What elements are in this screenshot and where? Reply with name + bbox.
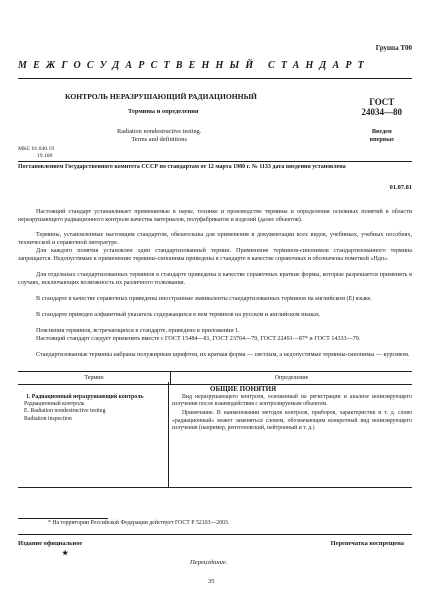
english-title-line-2: Terms and definitions: [131, 136, 187, 143]
table-bottom-rule: [18, 487, 412, 488]
document-subtitle: Термины и определения: [128, 108, 199, 115]
table-column-divider: [168, 382, 169, 487]
reissue-note: Переиздание.: [190, 559, 228, 566]
paragraph-synonyms: Для каждого понятия установлен один стандартизованный термин. Применение терминов-синонимов стандартизованного термина запрещается. Недопустимые к применению термины-синонимы приведены в стандарте в качестве справочных и обозначены пометкой «Ндп».: [18, 248, 412, 262]
classification-codes: [18, 146, 54, 160]
section-heading: ОБЩИЕ ПОНЯТИЯ: [210, 385, 277, 393]
group-code: Группа Т00: [375, 44, 412, 52]
gost-number: [362, 97, 403, 117]
introduced-line-2: впервые: [369, 136, 394, 143]
paragraph-mandatory: Термины, установленные настоящим стандартом, обязательны для применения в документации всех видов, учебниках, учебных пособиях, технической и справочной литературе.: [18, 232, 412, 246]
table-header-row: [18, 372, 412, 385]
introduced-line-1: Введен: [371, 128, 392, 135]
decree-rule: [18, 161, 412, 162]
banner-rule: [18, 78, 412, 79]
decree-text: Постановлением Государственного комитета СССР по стандартам от 12 марта 1980 г. № 1133 дата введения установлена: [18, 164, 346, 170]
paragraph-explanations: Пояснения терминов, встречающихся в стандарте, приведено в приложении 1.: [36, 328, 240, 334]
star-mark: ★: [62, 549, 69, 557]
paragraph-scope: Настоящий стандарт устанавливает применяемые в науке, технике и производстве термины и определения основных понятий в области неразрушающего радиационного контроля качества материалов, полуфабрикатов и изделий (далее объектов).: [18, 209, 412, 223]
gost-label: ГОСТ: [369, 97, 395, 107]
definition-text: Вид неразрушающего контроля, основанный на регистрации и анализе ионизирующего излучения после взаимодействия с контролируемым объектом.: [172, 394, 412, 408]
reprint-prohibited: Перепечатка воспрещена: [330, 540, 404, 547]
footnote: * На территории Российской Федерации действует ГОСТ Р 52103—2003.: [48, 520, 230, 526]
term-english-synonym: Radiation inspection: [24, 415, 72, 422]
paragraph-typography: Стандартизованные термины набраны полужирным шрифтом, их краткая форма — светлым, а недопустимые термины-синонимы — курсивом.: [36, 352, 410, 358]
term-name: 1. Радиационный неразрушающий контроль: [26, 394, 144, 400]
term-entry: [18, 394, 166, 423]
header-term: Термин: [18, 372, 171, 385]
page-number: 35: [208, 578, 215, 585]
header-definition: Определение: [171, 372, 413, 385]
standard-banner: МЕЖГОСУДАРСТВЕННЫЙ СТАНДАРТ: [18, 60, 370, 71]
effective-date: 01.07.81: [389, 184, 412, 191]
introduced-first: [370, 128, 394, 144]
paragraph-index: В стандарте приведен алфавитный указатель содержащихся в нем терминов на русском и английском языках.: [36, 312, 321, 318]
mks-code: МКС 01.040.19: [18, 146, 55, 152]
term-english: E. Radiation nondestructive testing: [24, 408, 106, 415]
english-title-line-1: Radiation nondestructive testing.: [117, 128, 202, 135]
paragraph-related-standards: Настоящий стандарт следует применять вместе с ГОСТ 15484—81, ГОСТ 23764—79, ГОСТ 22491—87* и ГОСТ 14333—79.: [36, 336, 361, 342]
footnote-rule: [18, 518, 108, 519]
definition-entry: [172, 394, 412, 432]
definition-note: Примечание. В наименовании методов контроля, приборов, характеристик и т. д. слово «радиационный» может заменяться словом, обозначающим конкретный вид ионизирующего излучения (например, рентгеновский, нейтронный и т. д.): [172, 410, 412, 431]
mks-subcode: 19.100: [37, 153, 53, 159]
official-edition: Издание официальное: [18, 540, 83, 547]
footer-rule: [18, 534, 412, 535]
paragraph-short-forms: Для отдельных стандартизованных терминов в стандарте приведены в качестве справочных краткие формы, которые разрешается применять в случаях, исключающих возможность их различного толкования.: [18, 272, 412, 286]
gost-code: 24034—80: [361, 107, 402, 117]
document-title: КОНТРОЛЬ НЕРАЗРУШАЮЩИЙ РАДИАЦИОННЫЙ: [65, 92, 257, 101]
paragraph-foreign: В стандарте в качестве справочных приведены иностранные эквиваленты стандартизованных терминов на английском (Е) языке.: [36, 296, 373, 302]
terms-table: [18, 371, 412, 385]
english-title: [117, 128, 201, 144]
term-short-form: Радиационный контроль: [24, 401, 85, 408]
